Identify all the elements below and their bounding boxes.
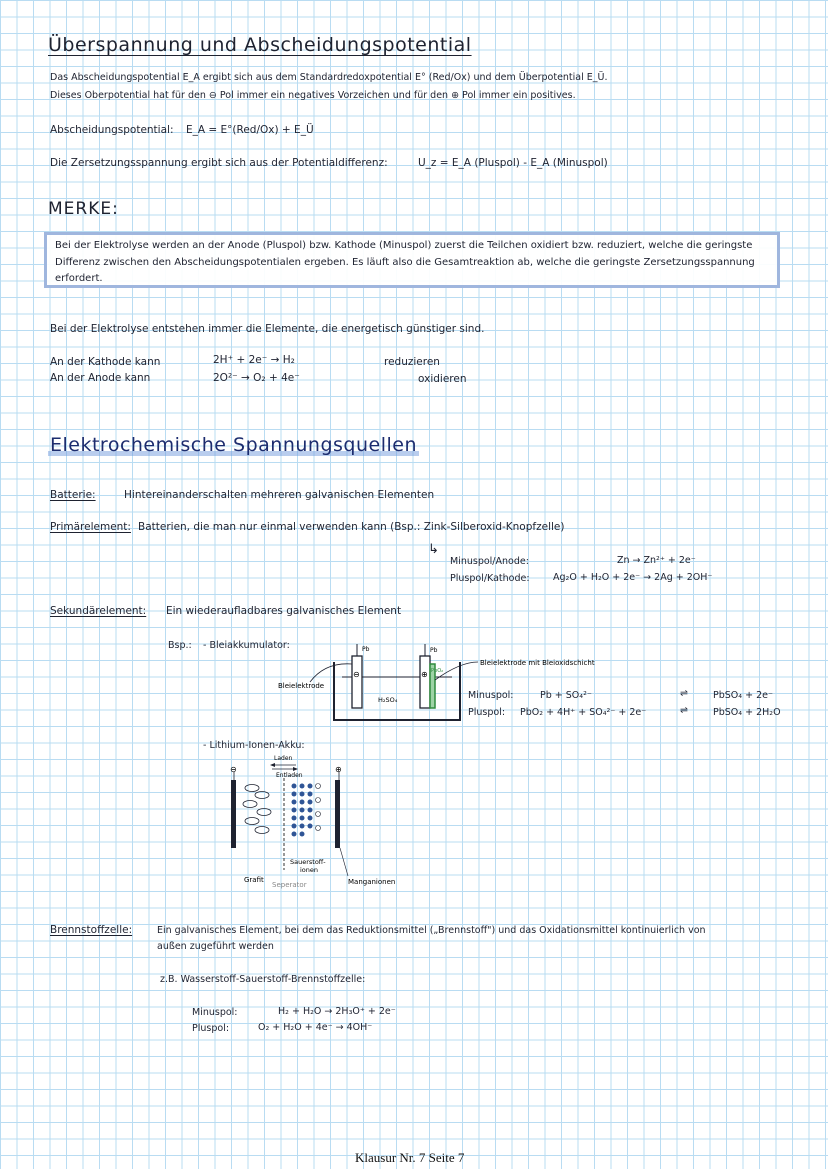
pb-left: Pb <box>362 646 370 653</box>
bleioxid-label: Bleielektrode mit Bleioxidschicht <box>480 659 595 667</box>
blei-minuspol-label: Minuspol: <box>468 690 514 701</box>
lithium-label: - Lithium-Ionen-Akku: <box>203 740 305 751</box>
merke-text: Bei der Elektrolyse werden an der Anode (Pluspol) bzw. Kathode (Minuspol) zuerst die Teilchen oxidiert bzw. reduziert, welche die geringste Differenz zwischen den Abscheidungspotentialen ergeben. Es läuft also die Gesamtreaktion ab, welche die geringste Zersetzungsspannung erfordert. <box>55 240 755 284</box>
section-title-ueberspannung: Überspannung und Abscheidungspotential <box>48 34 472 56</box>
primaer-minus-equation: Zn → Zn²⁺ + 2e⁻ <box>617 555 696 566</box>
mangan-pointer <box>340 848 348 876</box>
brennstoff-minus-eq: H₂ + H₂O → 2H₃O⁺ + 2e⁻ <box>278 1006 396 1017</box>
bleielektrode-label: Bleielektrode <box>278 682 325 690</box>
blei-minus-eq-right: PbSO₄ + 2e⁻ <box>713 690 773 701</box>
laden-label: Laden <box>274 755 293 762</box>
primaer-plus-equation: Ag₂O + H₂O + 2e⁻ → 2Ag + 2OH⁻ <box>553 572 713 583</box>
blei-plus-eq-left: PbO₂ + 4H⁺ + SO₄²⁻ + 2e⁻ <box>520 707 647 718</box>
sauerstoff-label: Sauerstoff- <box>290 858 326 866</box>
anode-equation: 2O²⁻ → O₂ + 4e⁻ <box>213 372 300 384</box>
brennstoff-plus-label: Pluspol: <box>192 1023 230 1034</box>
primaerelement-label: Primärelement: <box>50 521 131 533</box>
bsp-label: Bsp.: <box>168 640 192 651</box>
plus-sign: ⊕ <box>421 670 428 679</box>
brennstoff-minus-label: Minuspol: <box>192 1007 238 1018</box>
minus-sign: ⊖ <box>353 670 360 679</box>
entladen-label: Entladen <box>276 772 303 779</box>
batterie-label: Batterie: <box>50 489 96 501</box>
merke-heading: MERKE: <box>48 199 119 219</box>
pb-right: Pb <box>430 647 438 654</box>
brennstoff-line-1: Ein galvanisches Element, bei dem das Reduktionsmittel („Brennstoff") und das Oxidationsmittel kontinuierlich von <box>157 925 706 936</box>
brennstoff-example: z.B. Wasserstoff-Sauerstoff-Brennstoffzelle: <box>160 974 366 985</box>
formula-label: Abscheidungspotential: <box>50 124 174 136</box>
bleiakku-label: - Bleiakkumulator: <box>203 640 290 651</box>
merke-box <box>44 232 780 288</box>
blei-plus-eq-right: PbSO₄ + 2H₂O <box>713 707 781 718</box>
sekundaerelement-text: Ein wiederaufladbares galvanisches Element <box>166 605 402 617</box>
paragraph-line-2: Dieses Oberpotential hat für den ⊖ Pol immer ein negatives Vorzeichen und für den ⊕ Pol immer ein positives. <box>50 90 576 101</box>
section-title-spannungsquellen: Elektrochemische Spannungsquellen <box>50 434 417 456</box>
grafit-electrode <box>231 780 236 848</box>
mangan-label: Manganionen <box>348 878 396 886</box>
elektrolyse-intro: Bei der Elektrolyse entstehen immer die Elemente, die energetisch günstiger sind. <box>50 323 485 335</box>
anode-verb: oxidieren <box>418 373 467 385</box>
entladen-arrowhead <box>293 767 298 771</box>
formula: E_A = E°(Red/Ox) + E_Ü <box>186 124 314 136</box>
eq-arrow-1: ⇌ <box>680 688 688 699</box>
primaer-minus-label: Minuspol/Anode: <box>450 556 529 567</box>
lithium-diagram <box>222 752 412 894</box>
separator-label: Seperator <box>272 881 307 889</box>
eq-arrow-2: ⇌ <box>680 705 688 716</box>
paragraph-line-1: Das Abscheidungspotential E_A ergibt sich aus dem Standardredoxpotential E° (Red/Ox) und dem Überpotential E_Ü. <box>50 72 608 83</box>
blei-pluspol-label: Pluspol: <box>468 707 506 718</box>
lithium-ions <box>292 784 313 837</box>
laden-arrowhead <box>270 763 275 767</box>
kathode-verb: reduzieren <box>384 356 440 368</box>
page-footer: Klausur Nr. 7 Seite 7 <box>355 1150 465 1165</box>
brennstoff-line-2: außen zugeführt werden <box>157 941 274 952</box>
sekundaerelement-label: Sekundärelement: <box>50 605 147 617</box>
blei-minus-eq-left: Pb + SO₄²⁻ <box>540 690 592 701</box>
anode-label: An der Anode kann <box>50 372 151 384</box>
kathode-equation: 2H⁺ + 2e⁻ → H₂ <box>213 354 295 366</box>
graphite-layers <box>243 785 271 834</box>
pbo2-label: PbO₂ <box>431 668 444 674</box>
grafit-label: Grafit <box>244 876 264 884</box>
brennstoffzelle-label: Brennstoffzelle: <box>50 924 133 936</box>
pointer-left <box>310 664 352 682</box>
zersetzung-text: Die Zersetzungsspannung ergibt sich aus der Potentialdifferenz: <box>50 157 388 169</box>
oxygen-ions <box>316 784 321 831</box>
ionen-label: ionen <box>300 866 319 874</box>
primaer-plus-label: Pluspol/Kathode: <box>450 573 530 584</box>
mangan-electrode <box>335 780 340 848</box>
kathode-label: An der Kathode kann <box>50 356 161 368</box>
zersetzung-formula: U_z = E_A (Pluspol) - E_A (Minuspol) <box>418 157 608 169</box>
batterie-text: Hintereinanderschalten mehreren galvanischen Elementen <box>124 489 435 501</box>
electrode-minus <box>352 656 362 708</box>
primaerelement-text: Batterien, die man nur einmal verwenden kann (Bsp.: Zink-Silberoxid-Knopfzelle) <box>138 521 565 533</box>
li-minus-sign: ⊖ <box>230 765 237 774</box>
brennstoff-plus-eq: O₂ + H₂O + 4e⁻ → 4OH⁻ <box>258 1022 373 1033</box>
electrode-plus <box>420 656 430 708</box>
li-plus-sign: ⊕ <box>335 765 342 774</box>
electrolyte-label: H₂SO₄ <box>378 696 398 704</box>
arrow-icon: ↳ <box>428 542 439 557</box>
